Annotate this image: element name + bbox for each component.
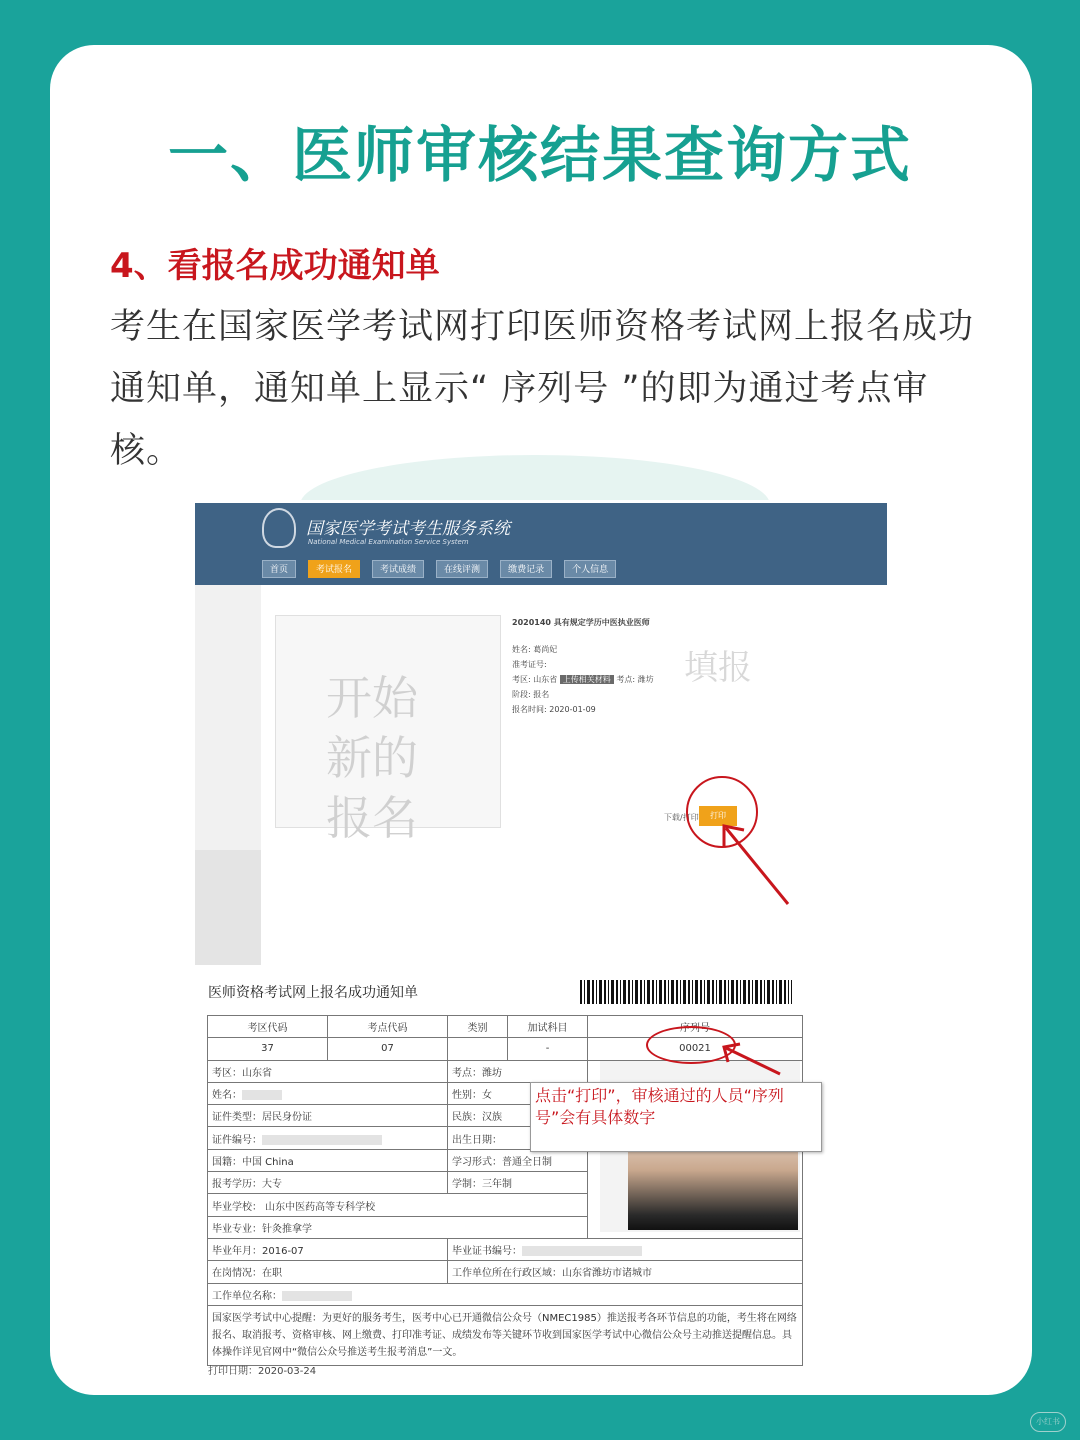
- ticket-label: 准考证号:: [512, 660, 547, 669]
- area-value: 山东省: [533, 675, 558, 684]
- field-major: 毕业专业：针灸推拿学: [208, 1216, 588, 1238]
- tab-profile[interactable]: 个人信息: [564, 560, 616, 578]
- tab-scores[interactable]: 考试成绩: [372, 560, 424, 578]
- time-label: 报名时间:: [512, 705, 547, 714]
- area-code: 37: [208, 1038, 328, 1060]
- new-registration-panel[interactable]: [275, 615, 501, 845]
- header-site-code: 考点代码: [328, 1016, 448, 1038]
- logo-icon: [262, 508, 296, 548]
- upload-materials-button[interactable]: 上传相关材料: [560, 675, 614, 684]
- section-subtitle: 4、看报名成功通知单: [110, 246, 440, 286]
- fill-watermark: 填报: [684, 648, 752, 688]
- field-name: 姓名：: [208, 1082, 448, 1104]
- notice-reminder: 国家医学考试中心提醒：为更好的服务考生，医考中心已开通微信公众号（NMEC1985）推送报考各环节信息的功能，考生将在网络报名、取消报考、资格审核、网上缴费、打印准考证、成绩发布等关键环节收到国家医学考试中心微信公众号主动推送提醒信息。具体操作详见官网中“微信公众号推送考生报考消息”一文。: [208, 1305, 803, 1365]
- header-extra-subject: 加试科目: [508, 1016, 588, 1038]
- name-label: 姓名:: [512, 645, 531, 654]
- header-area-code: 考区代码: [208, 1016, 328, 1038]
- tab-registration[interactable]: 考试报名: [308, 560, 360, 578]
- notice-title: 医师资格考试网上报名成功通知单: [208, 985, 418, 1001]
- category: [448, 1038, 508, 1060]
- field-area: 考区：山东省: [208, 1060, 448, 1082]
- field-job-status: 在岗情况：在职: [208, 1261, 448, 1283]
- print-button[interactable]: 打印: [699, 806, 737, 826]
- print-date: 打印日期：2020-03-24: [208, 1366, 317, 1377]
- name-value: 葛尚妃: [533, 645, 558, 654]
- system-title-en: National Medical Examination Service System: [308, 538, 469, 546]
- site-label: 考点:: [616, 675, 636, 684]
- page-title: 一、医师审核结果查询方式: [168, 121, 912, 191]
- stage-label: 阶段:: [512, 690, 531, 699]
- nav-tabs: [262, 560, 616, 578]
- header-category: 类别: [448, 1016, 508, 1038]
- arrow-icon: [716, 820, 796, 910]
- system-title: 国家医学考试考生服务系统: [306, 519, 510, 539]
- field-gender: 性别：女: [448, 1082, 588, 1104]
- description-paragraph: 考生在国家医学考试网打印医师资格考试网上报名成功通知单，通知单上显示“ 序列号 ”的即为通过考点审核。: [110, 307, 975, 471]
- record-heading: 2020140 具有规定学历中医执业医师: [512, 618, 650, 627]
- field-nationality: 国籍：中国 China: [208, 1149, 448, 1171]
- new-registration-label: 开始新的报名: [326, 671, 418, 845]
- sidebar-footer: [195, 850, 261, 965]
- field-study-form: 学习形式：普通全日制: [448, 1149, 588, 1171]
- field-id-type: 证件类型：居民身份证: [208, 1105, 448, 1127]
- tab-assessment[interactable]: 在线评测: [436, 560, 488, 578]
- tab-payments[interactable]: 缴费记录: [500, 560, 552, 578]
- field-id-number: 证件编号：: [208, 1127, 448, 1149]
- stage-value: 报名: [533, 690, 550, 699]
- field-school: 毕业学校： 山东中医药高等专科学校: [208, 1194, 588, 1216]
- site-value: 潍坊: [637, 675, 654, 684]
- field-cert-no: 毕业证书编号：: [448, 1238, 803, 1260]
- field-birth: 出生日期：: [448, 1127, 588, 1149]
- field-education: 报考学历：大专: [208, 1172, 448, 1194]
- area-label: 考区:: [512, 675, 531, 684]
- tab-home[interactable]: 首页: [262, 560, 296, 578]
- callout-note: 点击“打印”，审核通过的人员“序列号”会有具体数字: [530, 1082, 822, 1152]
- field-work-region: 工作单位所在行政区域：山东省潍坊市诸城市: [448, 1261, 803, 1283]
- platform-watermark: 小红书: [1030, 1412, 1066, 1432]
- time-value: 2020-01-09: [549, 705, 596, 714]
- field-duration: 学制：三年制: [448, 1172, 588, 1194]
- field-grad-date: 毕业年月：2016-07: [208, 1238, 448, 1260]
- download-label: 下载/打印: [664, 813, 699, 822]
- serial-number: 00021: [588, 1038, 803, 1060]
- field-employer: 工作单位名称：: [208, 1283, 803, 1305]
- field-site: 考点：潍坊: [448, 1060, 588, 1082]
- extra-subject: -: [508, 1038, 588, 1060]
- arrow-icon: [720, 1040, 790, 1080]
- header-serial: 序列号: [588, 1016, 803, 1038]
- field-ethnicity: 民族：汉族: [448, 1105, 588, 1127]
- barcode: [580, 980, 792, 1004]
- site-code: 07: [328, 1038, 448, 1060]
